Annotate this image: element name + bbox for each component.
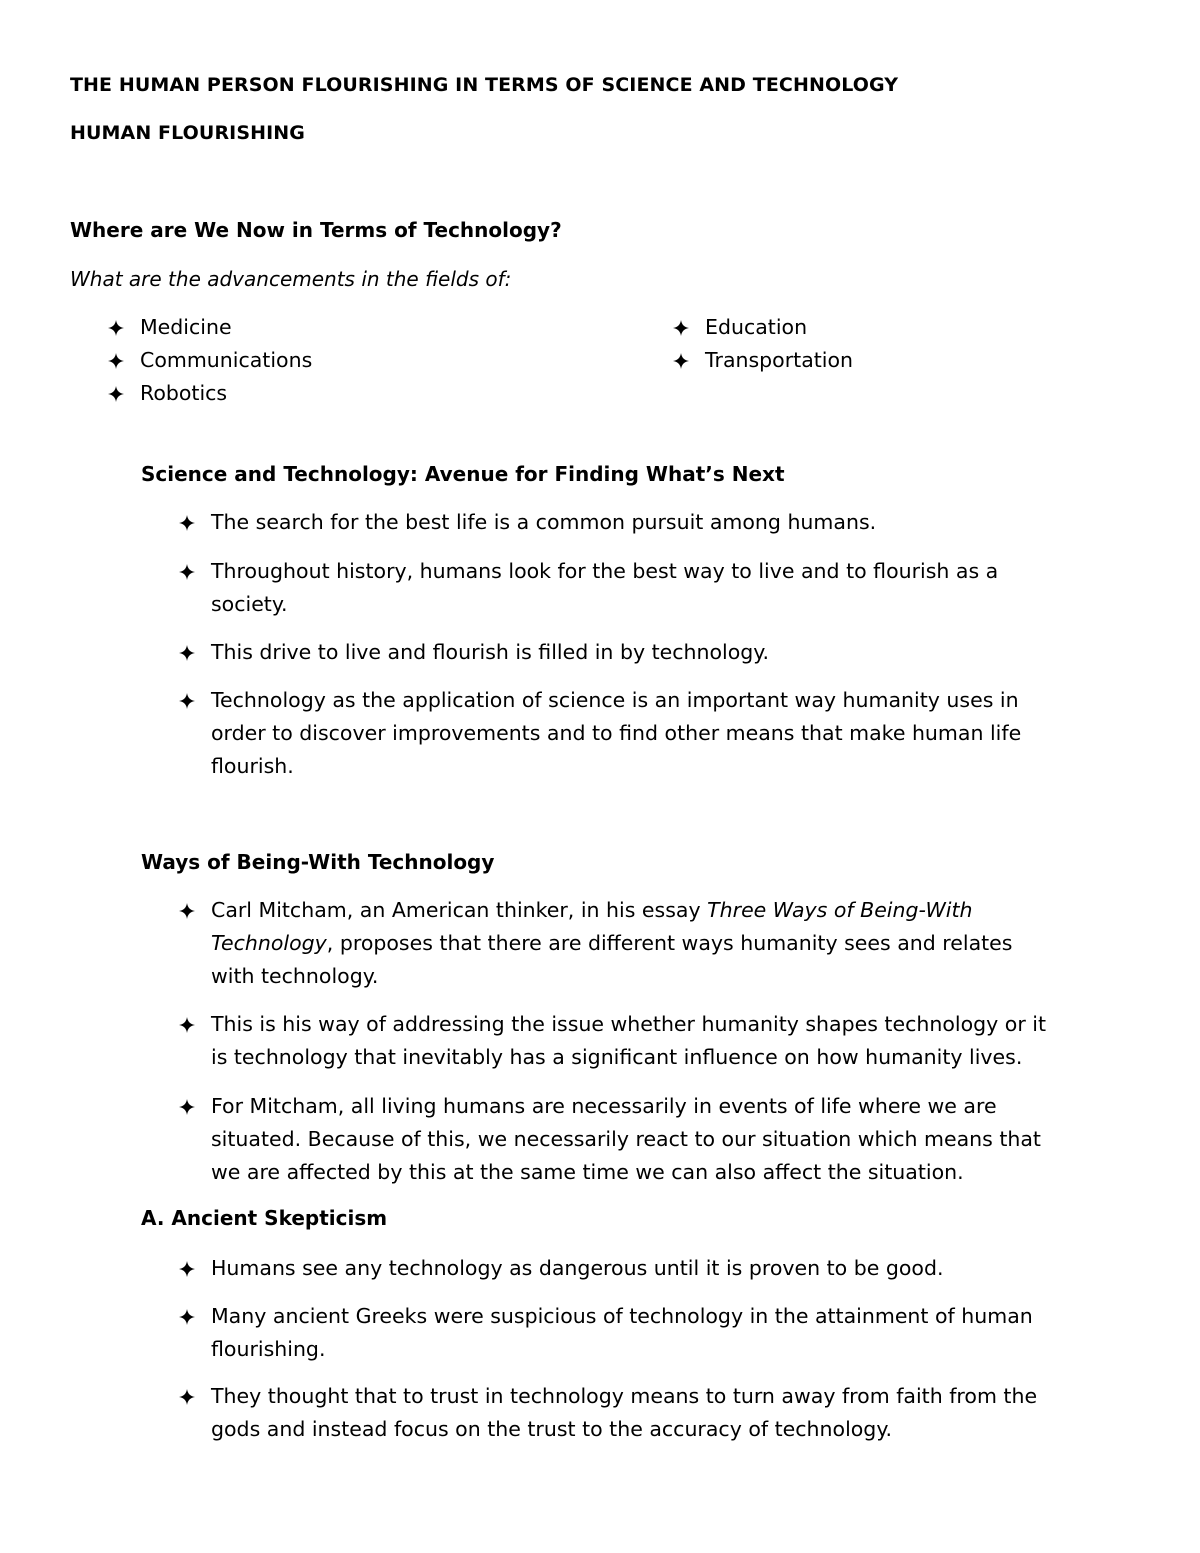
list-item: Technology as the application of science is an important way humanity uses in order to discover improvements and to find other means that make human life flourish. — [177, 684, 1057, 783]
diamond-bullet-icon — [177, 555, 197, 588]
list-item: For Mitcham, all living humans are necessarily in events of life where we are situated. Because of this, we necessarily react to our situation which means that we are affected by this at the same time we can also affect the situation. — [177, 1090, 1057, 1189]
list-item: This is his way of addressing the issue whether humanity shapes technology or it is technology that inevitably has a significant influence on how humanity lives. — [177, 1008, 1057, 1074]
diamond-bullet-icon — [177, 1252, 197, 1285]
document-subtitle: HUMAN FLOURISHING — [70, 122, 305, 144]
list-item: Many ancient Greeks were suspicious of technology in the attainment of human flourishing. — [177, 1300, 1057, 1366]
diamond-bullet-icon — [106, 344, 126, 377]
list-item: Throughout history, humans look for the best way to live and to flourish as a society. — [177, 555, 1027, 621]
diamond-bullet-icon — [177, 1380, 197, 1413]
list-item — [177, 894, 1057, 993]
document-page: THE HUMAN PERSON FLOURISHING IN TERMS OF SCIENCE AND TECHNOLOGY HUMAN FLOURISHING Where are We Now in Terms of Technology? What are the advancements in the fields of: Medicine Communications Robotics Education Transportation Science and Technology: Avenue for Finding What’s Next The search for the best life is a common pursuit among humans. Throughout history, humans look for the best way to live and to flourish as a society. This drive to live and flourish is filled in by technology. Technology as the application of science is an important way humanity uses in order to discover improvements and to find other means that make human life flourish. Ways of Being-With Technology Carl Mitcham, an American thinker, in his essay Three Ways of Being-With Technology, proposes that there are different ways humanity sees and relates with technology. This is his way of addressing the issue whether humanity shapes technology or it is technology that inevitably has a significant influence on how humanity lives. For Mitcham, all living humans are necessarily in events of life where we are situated. Because of this, we necessarily react to our situation which means that we are affected by this at the same time we can also affect the situation. A. Ancient Skepticism Humans see any technology as dangerous until it is proven to be good. Many ancient Greeks were suspicious of technology in the attainment of human flourishing. They thought that to trust in technology means to turn away from faith from the gods and instead focus on the trust to the accuracy of technology. — [0, 0, 1200, 1553]
diamond-bullet-icon — [177, 1008, 197, 1041]
document-title: THE HUMAN PERSON FLOURISHING IN TERMS OF SCIENCE AND TECHNOLOGY — [70, 74, 899, 96]
diamond-bullet-icon — [177, 894, 197, 927]
list-item: The search for the best life is a common pursuit among humans. — [177, 506, 1057, 539]
section-heading-ways: Ways of Being-With Technology — [141, 850, 495, 874]
diamond-bullet-icon — [177, 1090, 197, 1123]
section-intro-fields: What are the advancements in the fields of: — [70, 267, 512, 291]
diamond-bullet-icon — [671, 311, 691, 344]
diamond-bullet-icon — [106, 377, 126, 410]
diamond-bullet-icon — [177, 684, 197, 717]
diamond-bullet-icon — [177, 1300, 197, 1333]
section-heading-where: Where are We Now in Terms of Technology? — [70, 218, 562, 242]
mitcham-paragraph: Carl Mitcham, an American thinker, in his essay Three Ways of Being-With Technology, proposes that there are different ways humanity sees and relates with technology. — [211, 898, 1013, 988]
essay-title: Three Ways of Being-With Technology — [211, 898, 973, 955]
section-heading-skepticism: A. Ancient Skepticism — [141, 1206, 388, 1230]
diamond-bullet-icon — [106, 311, 126, 344]
diamond-bullet-icon — [177, 506, 197, 539]
list-item: They thought that to trust in technology means to turn away from faith from the gods and instead focus on the trust to the accuracy of technology. — [177, 1380, 1057, 1446]
list-item: Humans see any technology as dangerous until it is proven to be good. — [177, 1252, 1057, 1285]
section-heading-avenue: Science and Technology: Avenue for Finding What’s Next — [141, 462, 785, 486]
list-item: This drive to live and flourish is filled in by technology. — [177, 636, 1057, 669]
diamond-bullet-icon — [671, 344, 691, 377]
diamond-bullet-icon — [177, 636, 197, 669]
